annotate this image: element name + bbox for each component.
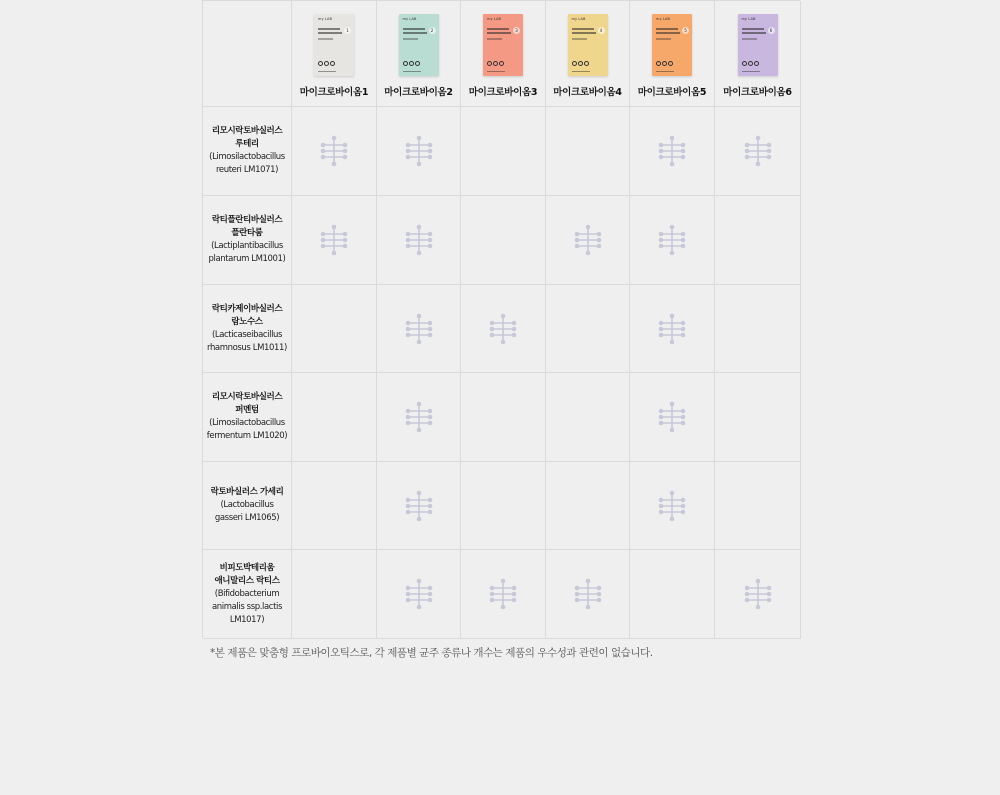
- product-name: 마이크로바이옴5: [637, 87, 707, 98]
- strain-cell: [630, 107, 715, 196]
- strain-cell: [292, 373, 377, 462]
- strain-cell: [292, 107, 377, 196]
- product-box-image: my LAB 5: [652, 14, 692, 76]
- probiotic-strain-icon: [404, 578, 434, 610]
- strain-cell: [715, 285, 801, 373]
- strain-cell: [546, 285, 630, 373]
- product-header-2: [377, 1, 461, 107]
- strain-cell: [546, 373, 630, 462]
- probiotic-strain-icon: [404, 313, 434, 345]
- strain-label: 리모시락토바실러스 루테리 (Limosilactobacillus reuteri LM1071): [203, 107, 292, 196]
- probiotic-strain-icon: [573, 224, 603, 256]
- probiotic-strain-icon: [319, 135, 349, 167]
- strain-label: 락티플란티바실러스 플란타룸 (Lactiplantibacillus plantarum LM1001): [203, 196, 292, 285]
- strain-cell: [292, 550, 377, 639]
- strain-comparison-table: [202, 0, 800, 638]
- product-name: 마이크로바이옴4: [553, 87, 622, 98]
- strain-cell: [292, 462, 377, 550]
- strain-cell: [377, 373, 461, 462]
- product-name: 마이크로바이옴6: [723, 87, 792, 98]
- product-header-5: [630, 1, 715, 107]
- strain-cell: [715, 196, 801, 285]
- strain-cell: [546, 462, 630, 550]
- product-name: 마이크로바이옴1: [299, 87, 369, 98]
- probiotic-strain-icon: [488, 313, 518, 345]
- probiotic-strain-icon: [573, 578, 603, 610]
- probiotic-strain-icon: [319, 224, 349, 256]
- strain-cell: [461, 462, 546, 550]
- probiotic-strain-icon: [657, 313, 687, 345]
- probiotic-strain-icon: [743, 135, 773, 167]
- probiotic-strain-icon: [743, 578, 773, 610]
- strain-cell: [461, 373, 546, 462]
- product-box-image: my LAB 4: [568, 14, 608, 76]
- strain-label: 락티카제이바실러스 람노수스 (Lacticaseibacillus rhamnosus LM1011): [203, 285, 292, 373]
- product-name: 마이크로바이옴2: [384, 87, 453, 98]
- strain-cell: [377, 196, 461, 285]
- strain-cell: [292, 285, 377, 373]
- product-name: 마이크로바이옴3: [468, 87, 538, 98]
- strain-cell: [630, 373, 715, 462]
- strain-cell: [715, 550, 801, 639]
- probiotic-strain-icon: [657, 490, 687, 522]
- strain-cell: [546, 196, 630, 285]
- strain-cell: [546, 550, 630, 639]
- strain-cell: [377, 550, 461, 639]
- strain-cell: [377, 285, 461, 373]
- product-header-1: [292, 1, 377, 107]
- strain-cell: [461, 107, 546, 196]
- strain-cell: [630, 196, 715, 285]
- strain-label: 락토바실러스 가세리 (Lactobacillus gasseri LM1065): [203, 462, 292, 550]
- strain-cell: [630, 285, 715, 373]
- strain-cell: [630, 550, 715, 639]
- strain-cell: [377, 462, 461, 550]
- footnote: *본 제품은 맞춤형 프로바이오틱스로, 각 제품별 균주 종류나 개수는 제품의 우수성과 관련이 없습니다.: [210, 647, 653, 659]
- probiotic-strain-icon: [404, 135, 434, 167]
- strain-cell: [546, 107, 630, 196]
- strain-label: 리모시락토바실러스 퍼멘텀 (Limosilactobacillus fermentum LM1020): [203, 373, 292, 462]
- strain-cell: [461, 196, 546, 285]
- product-box-image: my LAB 1: [314, 14, 354, 76]
- probiotic-strain-icon: [404, 490, 434, 522]
- strain-cell: [461, 550, 546, 639]
- strain-cell: [292, 196, 377, 285]
- probiotic-strain-icon: [404, 224, 434, 256]
- probiotic-strain-icon: [657, 224, 687, 256]
- product-box-image: my LAB 6: [738, 14, 778, 76]
- probiotic-strain-icon: [657, 135, 687, 167]
- probiotic-strain-icon: [488, 578, 518, 610]
- strain-cell: [715, 373, 801, 462]
- product-box-image: my LAB 3: [483, 14, 523, 76]
- product-header-6: [715, 1, 801, 107]
- probiotic-strain-icon: [657, 401, 687, 433]
- strain-cell: [461, 285, 546, 373]
- corner-cell: [203, 1, 292, 107]
- strain-cell: [377, 107, 461, 196]
- probiotic-strain-icon: [404, 401, 434, 433]
- product-header-4: [546, 1, 630, 107]
- strain-cell: [630, 462, 715, 550]
- product-header-3: [461, 1, 546, 107]
- strain-cell: [715, 107, 801, 196]
- strain-cell: [715, 462, 801, 550]
- product-box-image: my LAB 2: [399, 14, 439, 76]
- strain-label: 비피도박테리움 애니말리스 락티스 (Bifidobacterium animalis ssp.lactis LM1017): [203, 550, 292, 639]
